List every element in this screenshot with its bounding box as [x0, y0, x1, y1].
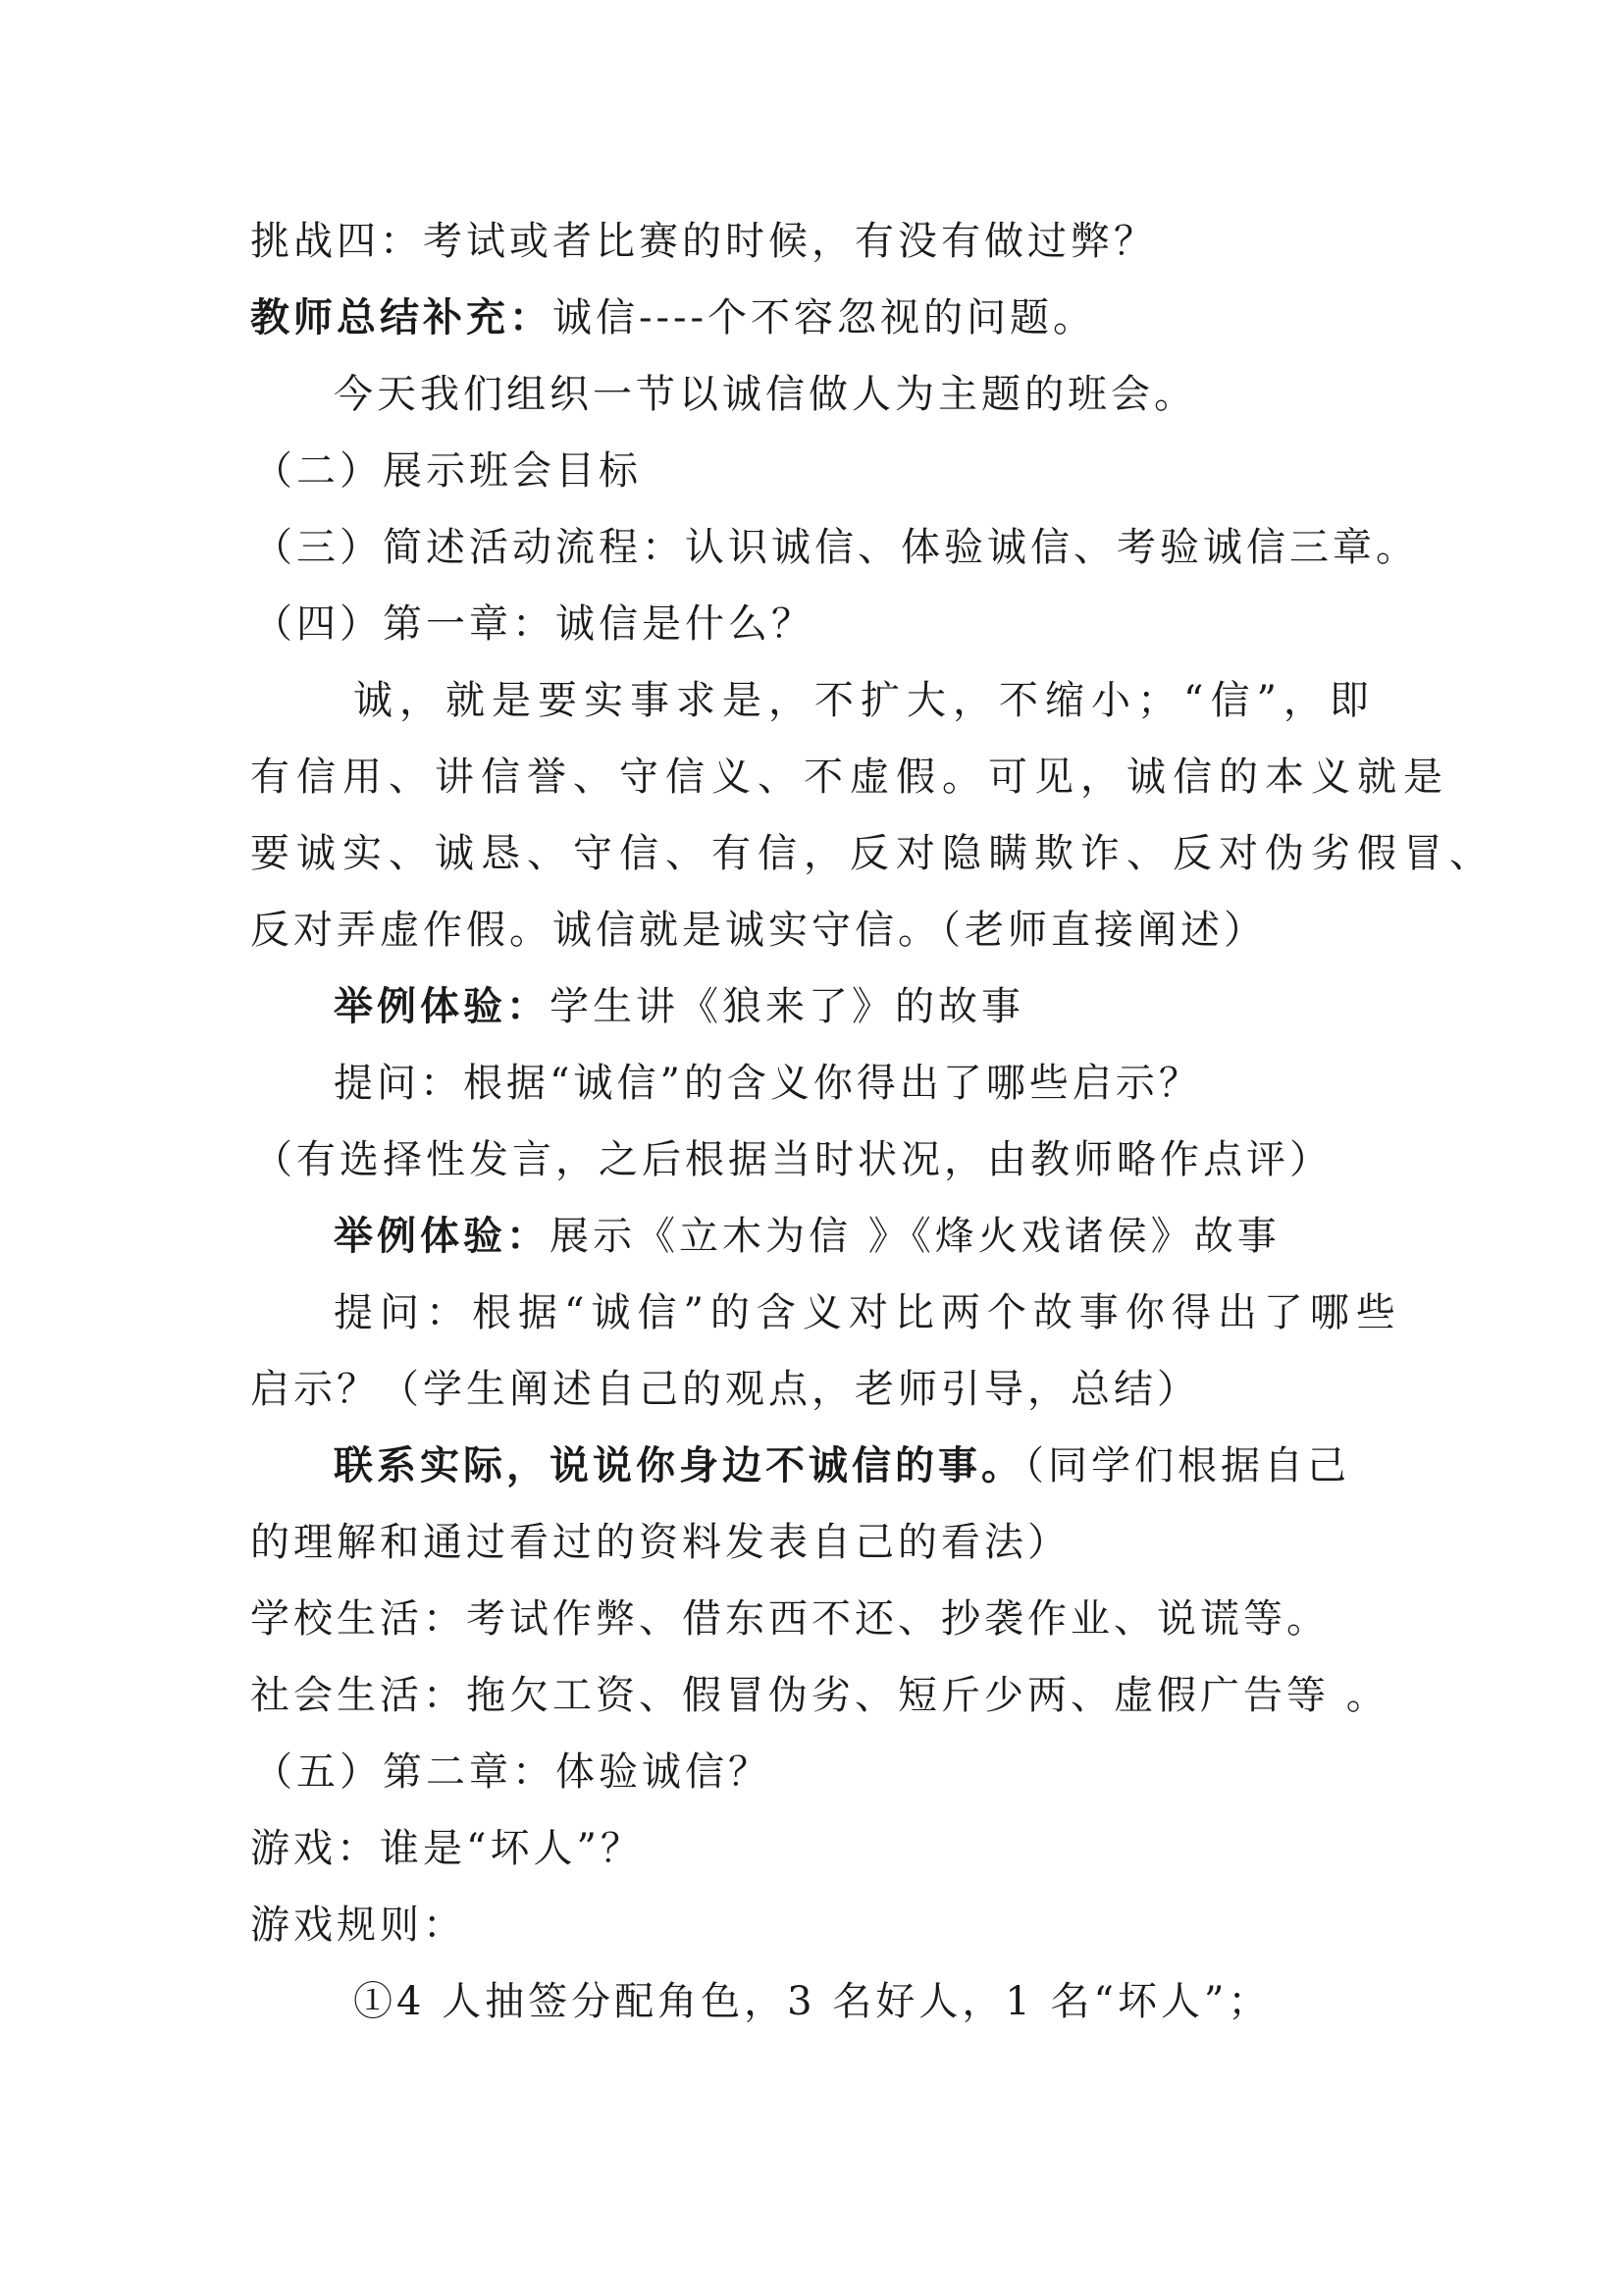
line-text: 要诚实、诚恳、守信、有信，反对隐瞒欺诈、反对伪劣假冒、	[250, 831, 1495, 876]
line-text: （二）展示班会目标	[253, 448, 642, 494]
section-heading-three	[253, 524, 1419, 571]
paragraph-question-1	[334, 1060, 1472, 1107]
line-text: 反对弄虚作假。诚信就是诚实守信。（老师直接阐述）	[250, 908, 1267, 953]
line-text: 挑战四：考试或者比赛的时候，有没有做过弊？	[250, 219, 1157, 264]
paragraph-game-rule-1	[353, 1978, 1492, 2025]
paragraph-school-life	[250, 1595, 1388, 1643]
paragraph-example-wolf	[334, 983, 1472, 1030]
line-text: 学校生活：考试作弊、借东西不还、抄袭作业、说谎等。	[250, 1596, 1330, 1642]
paragraph-game-rules-heading	[250, 1902, 1388, 1949]
paragraph-definition-line-2	[250, 754, 1449, 801]
line-text: 提问：根据“诚信”的含义对比两个故事你得出了哪些	[334, 1290, 1402, 1335]
line-text: 的理解和通过看过的资料发表自己的看法）	[250, 1520, 1071, 1565]
section-heading-four	[253, 600, 1391, 648]
bold-heading: 举例体验：	[334, 984, 550, 1029]
line-text: （五）第二章：体验诚信？	[253, 1749, 771, 1795]
paragraph-real-life-line-1	[334, 1442, 1472, 1489]
line-text: 提问：根据“诚信”的含义你得出了哪些启示？	[334, 1061, 1202, 1106]
bold-heading: 举例体验：	[334, 1214, 550, 1259]
paragraph-social-life	[250, 1672, 1388, 1719]
paragraph-definition-line-3	[250, 830, 1495, 877]
line-text: 有信用、讲信誉、守信义、不虚假。可见，诚信的本义就是	[250, 755, 1449, 800]
line-text: 学生讲《狼来了》的故事	[550, 984, 1024, 1029]
paragraph-teacher-summary	[250, 294, 1388, 341]
paragraph-question-2-line-1	[334, 1289, 1472, 1336]
line-text: 展示《立木为信 》《烽火戏诸侯》故事	[550, 1214, 1281, 1259]
paragraph-challenge-four	[250, 218, 1388, 265]
line-text: 诚，就是要实事求是，不扩大，不缩小；“信”，即	[353, 678, 1376, 723]
line-text: ①4 人抽签分配角色，3 名好人，1 名“坏人”；	[353, 1979, 1272, 2024]
paragraph-question-2-line-2	[250, 1366, 1388, 1413]
line-text: （三）简述活动流程：认识诚信、体验诚信、考验诚信三章。	[253, 525, 1419, 570]
bold-heading: 教师总结补充：	[250, 295, 552, 340]
section-heading-two	[253, 447, 1391, 495]
line-text: 游戏：谁是“坏人”？	[250, 1826, 644, 1871]
paragraph-definition-line-1	[353, 677, 1492, 724]
paragraph-note-selective	[253, 1136, 1391, 1183]
paragraph-example-stories	[334, 1213, 1472, 1260]
bold-heading: 联系实际，说说你身边不诚信的事。	[334, 1443, 1024, 1488]
line-text: （有选择性发言，之后根据当时状况，由教师略作点评）	[253, 1137, 1333, 1182]
line-text: 游戏规则：	[250, 1903, 466, 1948]
line-text: 社会生活：拖欠工资、假冒伪劣、短斤少两、虚假广告等 。	[250, 1673, 1389, 1718]
line-text: 今天我们组织一节以诚信做人为主题的班会。	[334, 372, 1197, 417]
line-text: 启示？（学生阐述自己的观点，老师引导，总结）	[250, 1367, 1200, 1412]
line-text: 诚信----个不容忽视的问题。	[552, 295, 1097, 340]
paragraph-real-life-line-2	[250, 1519, 1388, 1566]
paragraph-definition-line-4	[250, 907, 1388, 954]
paragraph-today-class-meeting	[334, 371, 1472, 418]
paragraph-game-title	[250, 1825, 1388, 1872]
line-text: （同学们根据自己	[1024, 1443, 1350, 1488]
section-heading-five	[253, 1748, 1391, 1796]
line-text: （四）第一章：诚信是什么？	[253, 601, 814, 647]
